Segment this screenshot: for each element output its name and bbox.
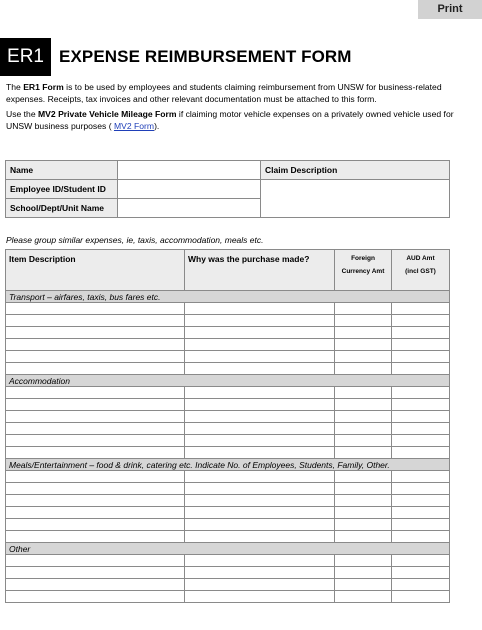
header-line: AUD Amt [406, 255, 435, 262]
aud-amount-cell[interactable] [392, 423, 450, 435]
section-row [6, 291, 450, 303]
employee-id-field[interactable] [118, 180, 261, 199]
foreign-amount-cell[interactable] [335, 351, 392, 363]
intro-text: The [6, 82, 24, 92]
purpose-cell[interactable] [185, 387, 335, 399]
purpose-cell[interactable] [185, 495, 335, 507]
claim-description-field[interactable] [261, 180, 450, 218]
expense-entry-row [6, 387, 450, 399]
intro-bold: ER1 Form [23, 82, 64, 92]
expense-entry-row [6, 531, 450, 543]
aud-amount-cell[interactable] [392, 303, 450, 315]
header-line: Currency Amt [341, 268, 385, 275]
item-cell[interactable] [6, 555, 185, 567]
intro-bold: MV2 Private Vehicle Mileage Form [38, 109, 177, 119]
purpose-cell[interactable] [185, 471, 335, 483]
aud-amount-cell[interactable] [392, 531, 450, 543]
aud-amount-cell[interactable] [392, 567, 450, 579]
item-cell[interactable] [6, 471, 185, 483]
aud-amount-cell[interactable] [392, 495, 450, 507]
expense-entry-row [6, 507, 450, 519]
aud-amount-cell[interactable] [392, 435, 450, 447]
expense-entry-row [6, 567, 450, 579]
intro-paragraph-1 [6, 82, 478, 105]
expense-entry-row [6, 411, 450, 423]
expense-entry-row [6, 555, 450, 567]
expense-entry-row [6, 399, 450, 411]
aud-amount-cell[interactable] [392, 363, 450, 375]
foreign-amount-cell[interactable] [335, 495, 392, 507]
foreign-amount-cell[interactable] [335, 339, 392, 351]
item-cell[interactable] [6, 507, 185, 519]
intro-text: if claiming motor vehicle expenses on a privately owned vehicle used for UNSW business purposes ( [6, 109, 454, 131]
foreign-amount-cell[interactable] [335, 507, 392, 519]
expense-entry-row [6, 471, 450, 483]
expense-entry-row [6, 519, 450, 531]
intro-text: is to be used by employees and students claiming reimbursement from UNSW for business-related expenses. Receipts, tax invoices and other relevant documentation must be attached to this form. [6, 82, 442, 104]
purpose-cell[interactable] [185, 483, 335, 495]
item-cell[interactable] [6, 423, 185, 435]
item-cell[interactable] [6, 339, 185, 351]
purpose-cell[interactable] [185, 399, 335, 411]
expense-entry-row [6, 483, 450, 495]
grouping-note: Please group similar expenses, ie, taxis, accommodation, meals etc. [6, 235, 264, 245]
item-cell[interactable] [6, 387, 185, 399]
purpose-cell[interactable] [185, 507, 335, 519]
purpose-cell[interactable] [185, 531, 335, 543]
school-label: School/Dept/Unit Name [6, 199, 118, 218]
section-row [6, 459, 450, 471]
foreign-amount-cell[interactable] [335, 423, 392, 435]
foreign-amount-cell[interactable] [335, 411, 392, 423]
section-label: Transport – airfares, taxis, bus fares etc. [6, 291, 450, 303]
aud-amount-cell[interactable] [392, 555, 450, 567]
foreign-amount-cell[interactable] [335, 387, 392, 399]
intro-paragraph-2 [6, 109, 478, 132]
item-description-header: Item Description [6, 250, 185, 291]
aud-amount-cell[interactable] [392, 339, 450, 351]
purpose-cell[interactable] [185, 519, 335, 531]
purpose-cell[interactable] [185, 411, 335, 423]
foreign-amount-cell[interactable] [335, 399, 392, 411]
foreign-amount-cell[interactable] [335, 315, 392, 327]
aud-amount-cell[interactable] [392, 411, 450, 423]
foreign-amount-cell[interactable] [335, 303, 392, 315]
foreign-amount-cell[interactable] [335, 591, 392, 603]
foreign-amount-cell[interactable] [335, 579, 392, 591]
page-title: EXPENSE REIMBURSEMENT FORM [59, 47, 352, 66]
aud-amount-cell[interactable] [392, 387, 450, 399]
purpose-header: Why was the purchase made? [185, 250, 335, 291]
item-cell[interactable] [6, 483, 185, 495]
purpose-cell[interactable] [185, 327, 335, 339]
aud-amount-cell[interactable] [392, 519, 450, 531]
item-cell[interactable] [6, 411, 185, 423]
foreign-amount-cell[interactable] [335, 327, 392, 339]
purpose-cell[interactable] [185, 423, 335, 435]
expense-entry-row [6, 315, 450, 327]
header-line: (incl GST) [405, 268, 436, 275]
purpose-cell[interactable] [185, 447, 335, 459]
foreign-amount-cell[interactable] [335, 447, 392, 459]
item-cell[interactable] [6, 591, 185, 603]
foreign-amount-cell[interactable] [335, 483, 392, 495]
item-cell[interactable] [6, 447, 185, 459]
section-row [6, 375, 450, 387]
intro-text: Use the [6, 109, 39, 119]
section-row [6, 543, 450, 555]
aud-amount-cell[interactable] [392, 471, 450, 483]
item-cell[interactable] [6, 399, 185, 411]
foreign-amount-cell[interactable] [335, 363, 392, 375]
header-line: Foreign [351, 255, 375, 262]
foreign-amount-cell[interactable] [335, 531, 392, 543]
purpose-cell[interactable] [185, 567, 335, 579]
aud-amount-cell[interactable] [392, 507, 450, 519]
item-cell[interactable] [6, 303, 185, 315]
item-cell[interactable] [6, 519, 185, 531]
purpose-cell[interactable] [185, 555, 335, 567]
expense-entry-row [6, 363, 450, 375]
purpose-cell[interactable] [185, 339, 335, 351]
form-code-badge: ER1 [0, 38, 51, 76]
foreign-amount-header [335, 250, 392, 291]
school-field[interactable] [118, 199, 261, 218]
expense-entry-row [6, 351, 450, 363]
expense-entry-row [6, 303, 450, 315]
expense-table [5, 249, 450, 603]
item-cell[interactable] [6, 495, 185, 507]
foreign-amount-cell[interactable] [335, 471, 392, 483]
mv2-form-link[interactable]: MV2 Form [113, 120, 155, 131]
item-cell[interactable] [6, 363, 185, 375]
expense-entry-row [6, 591, 450, 603]
expense-entry-row [6, 423, 450, 435]
claim-description-label: Claim Description [261, 161, 450, 180]
section-label: Other [6, 543, 450, 555]
foreign-amount-cell[interactable] [335, 519, 392, 531]
section-label: Meals/Entertainment – food & drink, catering etc. Indicate No. of Employees, Students, Family, Other. [6, 459, 450, 471]
name-label: Name [6, 161, 118, 180]
foreign-amount-cell[interactable] [335, 555, 392, 567]
item-cell[interactable] [6, 435, 185, 447]
claimant-info-table [5, 160, 450, 218]
foreign-amount-cell[interactable] [335, 567, 392, 579]
aud-amount-cell[interactable] [392, 447, 450, 459]
section-label: Accommodation [6, 375, 450, 387]
purpose-cell[interactable] [185, 435, 335, 447]
expense-entry-row [6, 435, 450, 447]
employee-id-label: Employee ID/Student ID [6, 180, 118, 199]
purpose-cell[interactable] [185, 363, 335, 375]
expense-entry-row [6, 339, 450, 351]
item-cell[interactable] [6, 579, 185, 591]
item-cell[interactable] [6, 327, 185, 339]
purpose-cell[interactable] [185, 315, 335, 327]
aud-amount-cell[interactable] [392, 351, 450, 363]
expense-entry-row [6, 579, 450, 591]
expense-entry-row [6, 447, 450, 459]
purpose-cell[interactable] [185, 591, 335, 603]
foreign-amount-cell[interactable] [335, 435, 392, 447]
print-button[interactable]: Print [418, 0, 482, 19]
purpose-cell[interactable] [185, 303, 335, 315]
expense-entry-row [6, 327, 450, 339]
purpose-cell[interactable] [185, 351, 335, 363]
aud-amount-cell[interactable] [392, 483, 450, 495]
aud-amount-cell[interactable] [392, 327, 450, 339]
purpose-cell[interactable] [185, 579, 335, 591]
aud-amount-header [392, 250, 450, 291]
aud-amount-cell[interactable] [392, 315, 450, 327]
aud-amount-cell[interactable] [392, 399, 450, 411]
item-cell[interactable] [6, 531, 185, 543]
expense-entry-row [6, 495, 450, 507]
name-field[interactable] [118, 161, 261, 180]
item-cell[interactable] [6, 315, 185, 327]
aud-amount-cell[interactable] [392, 591, 450, 603]
item-cell[interactable] [6, 351, 185, 363]
item-cell[interactable] [6, 567, 185, 579]
intro-text: ). [154, 120, 160, 131]
aud-amount-cell[interactable] [392, 579, 450, 591]
